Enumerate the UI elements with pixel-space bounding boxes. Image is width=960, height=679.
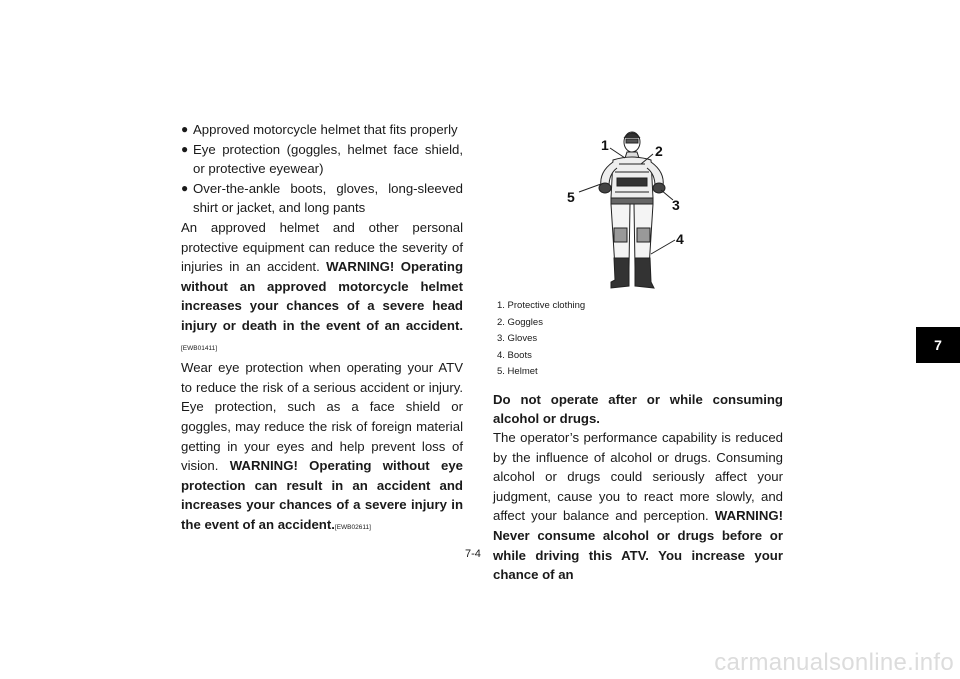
paragraph-text: Wear eye protection when operating your ATV to reduce the risk of a serious accident or injury. Eye protection, such as a face shield or goggles, may reduce the risk of foreign material getting in your eyes and help prevent loss of vision. (181, 360, 463, 474)
caption-item: 2. Goggles (497, 316, 543, 328)
section-heading: Do not operate after or while consuming alcohol or drugs. (493, 392, 783, 426)
caption-item: 4. Boots (497, 349, 532, 361)
caption-item: 1. Protective clothing (497, 300, 586, 311)
bullet-text: Eye protection (goggles, helmet face shield, or protective eyewear) (193, 141, 463, 177)
caption-item: 5. Helmet (497, 366, 538, 378)
warning-code: [EWB02611] (334, 523, 371, 531)
bullet-icon: ● (181, 122, 189, 136)
caption-item: 3. Gloves (497, 333, 538, 345)
bullet-item (181, 179, 463, 218)
paragraph-text: The operator’s performance capability is reduced by the influence of alcohol or drugs. Consuming alcohol or drugs could seriously affect your judgment, cause you to react more slowly, and affect your balance and perception. (493, 430, 783, 524)
callout-label: 2 (655, 143, 663, 159)
protective-gear-illustration (555, 128, 705, 298)
bullet-item (181, 140, 463, 179)
chapter-tab: 7 (916, 327, 960, 363)
figure-captions (497, 298, 585, 381)
left-column (181, 120, 463, 537)
helmet-paragraph (181, 218, 463, 358)
warning-text: WARNING! Operating without an approved motorcycle helmet increases your chances of a severe head injury or death in the event of an accident. (181, 259, 463, 333)
callout-label: 1 (601, 137, 609, 153)
right-column (493, 390, 783, 585)
bullet-icon: ● (181, 141, 189, 156)
eye-protection-paragraph (181, 358, 463, 537)
bullet-text: Over-the-ankle boots, gloves, long-sleeved shirt or jacket, and long pants (193, 180, 463, 216)
warning-text: WARNING! Never consume alcohol or drugs before or while driving this ATV. You increase your chance of an (493, 508, 783, 583)
page-number: 7-4 (465, 548, 481, 560)
callout-label: 5 (567, 189, 575, 205)
bullet-icon: ● (181, 180, 189, 195)
paragraph-text: An approved helmet and other personal protective equipment can reduce the severity of injuries in an accident. (181, 219, 463, 275)
callout-label: 4 (676, 231, 684, 247)
warning-text: WARNING! Operating without eye protection can result in an accident and increases your chances of a severe injury in the event of an accident. (181, 458, 463, 532)
bullet-item (181, 120, 463, 140)
alcohol-paragraph (493, 428, 783, 585)
watermark: carmanualsonline.info (714, 649, 954, 676)
warning-code: [EWB01411] (181, 344, 218, 352)
bullet-text: Approved motorcycle helmet that fits properly (193, 122, 458, 137)
callout-label: 3 (672, 197, 680, 213)
